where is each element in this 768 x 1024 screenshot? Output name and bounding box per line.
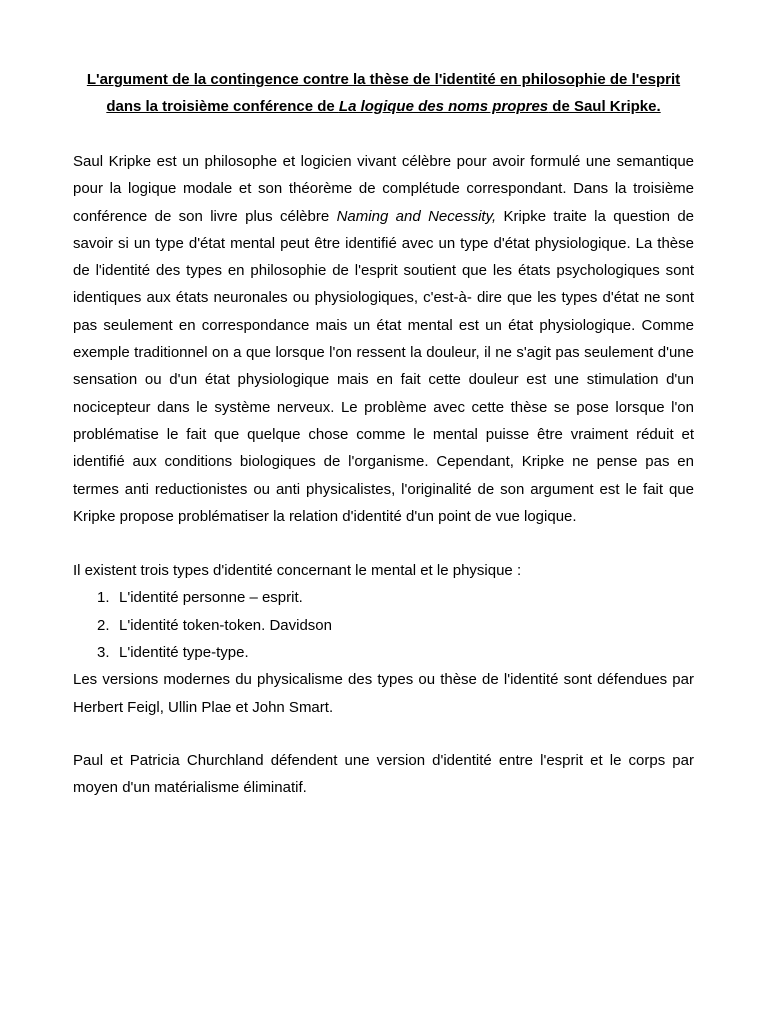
list-item [73,612,694,639]
title-italic-book: La logique des noms propres [338,98,549,115]
list-item-number: 1. [97,589,110,607]
list-item [73,639,694,666]
paragraph-intro-part1: Saul Kripke est un philosophe et logicien vivant célèbre pour avoir formulé une semantique pour la logique modale et son théorème de complétude correspondant. Dans la troisième conférence de son livre plus célèbre [73,153,694,225]
paragraph-physicalism: Les versions modernes du physicalisme des types ou thèse de l'identité sont défendues par Herbert Feigl, Ullin Plae et John Smart. [73,671,694,716]
paragraph-churchland: Paul et Patricia Churchland défendent une version d'identité entre l'esprit et le corps par moyen d'un matérialisme éliminatif. [73,751,694,797]
identity-types-list [73,584,694,666]
list-item-text: L'identité type-type. [119,644,249,662]
document-page [73,66,694,802]
paragraph-intro-part2: Kripke traite la question de savoir si un type d'état mental peut être identifié avec un type d'état physiologique. La thèse de l'identité des types en philosophie de l'esprit soutient que les états psychologiques sont identiques aux états neuronales ou physiologiques, c'est-à- dire que les types d'état ne sont pas seulement en correspondance mais un état mental est un état physiologique. Comme exemple traditionnel on a que lorsque l'on ressent la douleur, il ne s'agit pas seulement d'une sensation ou d'un état physiologique mais en fait cette douleur est une stimulation d'un nocicepteur dans le système nerveux. Le problème avec cette thèse se pose lorsque l'on problématise le fait que quelque chose comme le mental puisse être vraiment réduit et identifié aux conditions biologiques de l'organisme. Cependant, Kripke ne pense pas en termes anti reductionistes ou anti physicalistes, l'originalité de son argument est le fait que Kripke propose problématiser la relation d'identité d'un point de vue logique. [73,207,694,525]
title-text-part1: L'argument de la contingence contre la thèse de l'identité en philosophie de l'esprit dans la troisième conférence de [86,71,681,115]
paragraph-identity-types: Il existent trois types d'identité concernant le mental et le physique : [73,562,522,580]
paragraph-intro [73,148,694,530]
list-item-text: L'identité token-token. Davidson [119,616,332,634]
paragraph-intro-italic-book: Naming and Necessity, [336,207,497,225]
list-item-text: L'identité personne – esprit. [119,589,303,607]
list-item [73,584,694,611]
title-text-part2: de Saul Kripke. [548,98,661,115]
document-title [73,66,694,120]
list-item-number: 2. [97,616,110,634]
list-item-number: 3. [97,644,110,662]
